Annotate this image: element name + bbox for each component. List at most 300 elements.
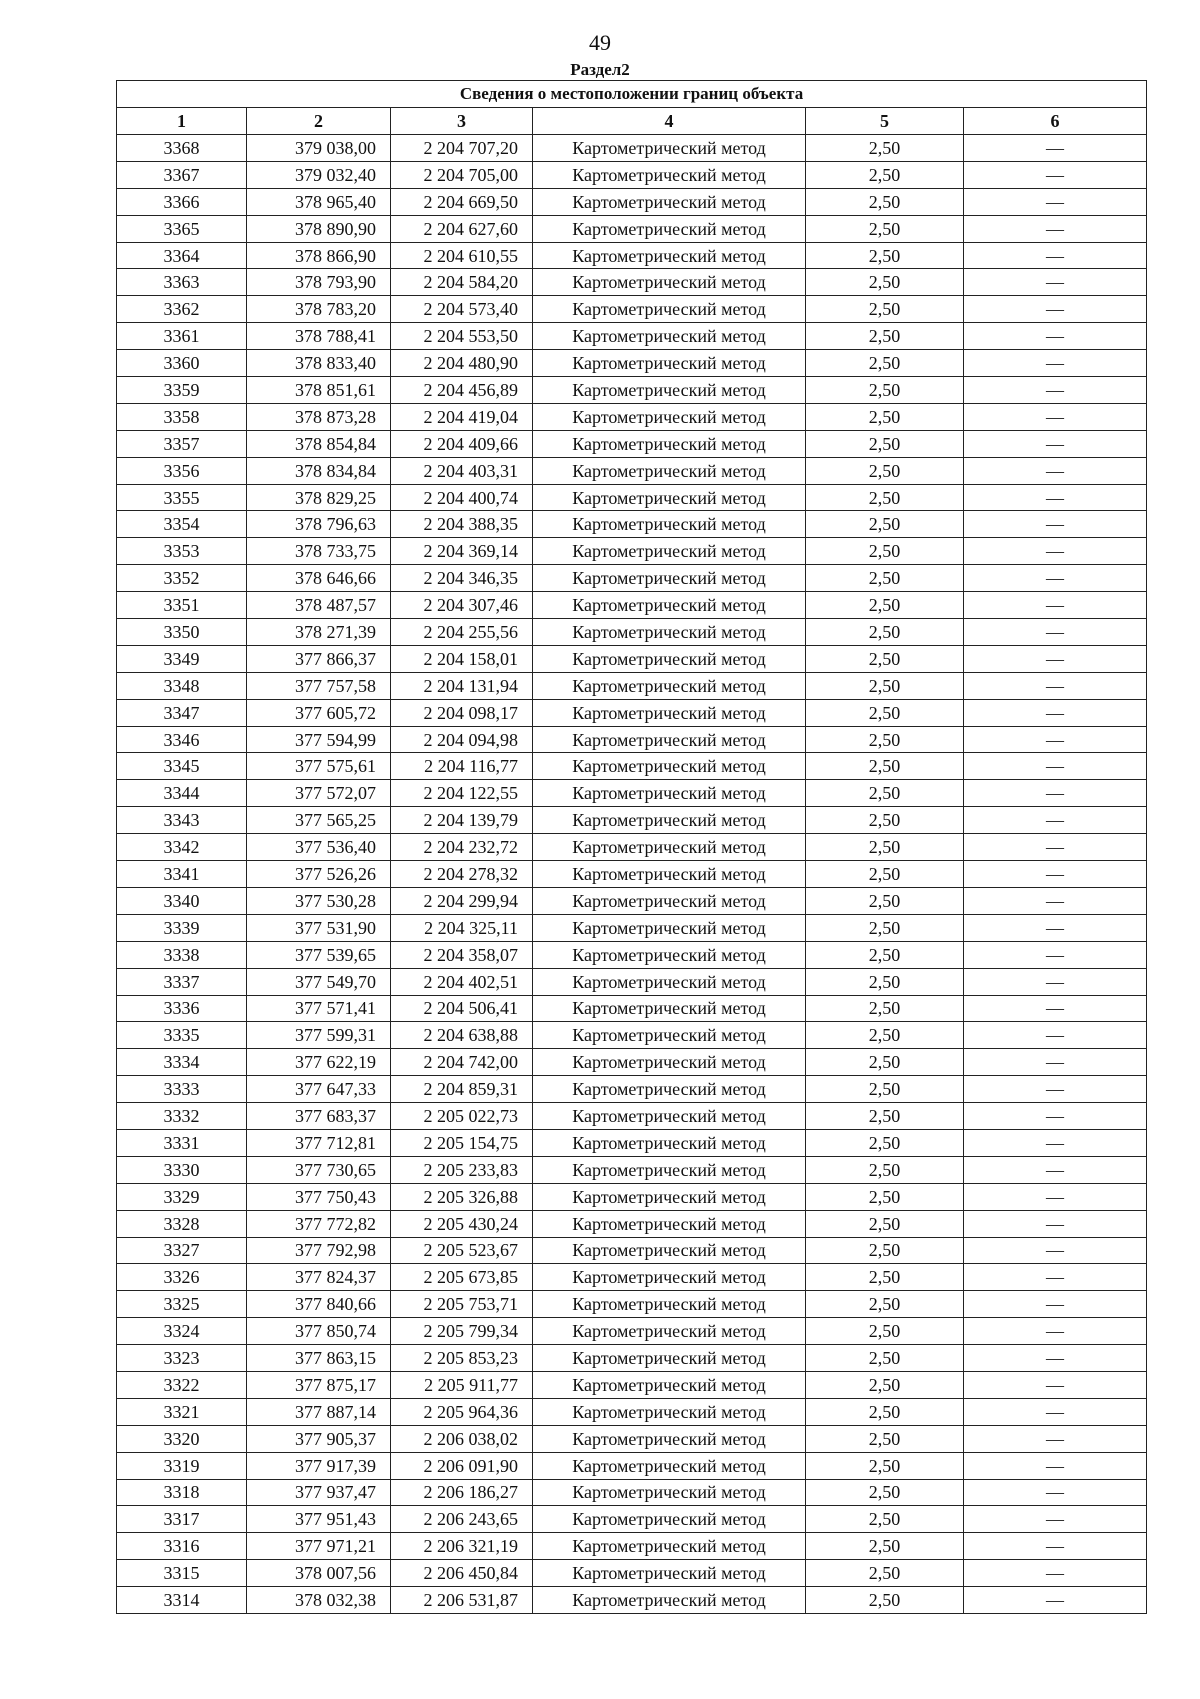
table-row	[117, 968, 1147, 995]
cell-y-coordinate: 2 204 584,20	[391, 269, 533, 296]
cell-y-coordinate: 2 204 705,00	[391, 161, 533, 188]
cell-x-coordinate: 378 851,61	[247, 377, 391, 404]
cell-description: —	[964, 1345, 1147, 1372]
cell-point-number: 3362	[117, 296, 247, 323]
cell-method: Картометрический метод	[533, 645, 806, 672]
table-caption: Сведения о местоположении границ объекта	[117, 81, 1147, 108]
cell-point-number: 3350	[117, 619, 247, 646]
cell-method: Картометрический метод	[533, 1425, 806, 1452]
cell-x-coordinate: 377 572,07	[247, 780, 391, 807]
table-row	[117, 807, 1147, 834]
cell-point-number: 3360	[117, 350, 247, 377]
cell-description: —	[964, 1318, 1147, 1345]
cell-method: Картометрический метод	[533, 269, 806, 296]
cell-y-coordinate: 2 205 853,23	[391, 1345, 533, 1372]
cell-y-coordinate: 2 204 742,00	[391, 1049, 533, 1076]
cell-method: Картометрический метод	[533, 914, 806, 941]
cell-x-coordinate: 377 647,33	[247, 1076, 391, 1103]
cell-method: Картометрический метод	[533, 377, 806, 404]
cell-point-number: 3324	[117, 1318, 247, 1345]
cell-point-number: 3333	[117, 1076, 247, 1103]
cell-point-number: 3354	[117, 511, 247, 538]
cell-point-number: 3338	[117, 941, 247, 968]
cell-x-coordinate: 377 575,61	[247, 753, 391, 780]
cell-description: —	[964, 269, 1147, 296]
cell-x-coordinate: 377 549,70	[247, 968, 391, 995]
cell-point-number: 3320	[117, 1425, 247, 1452]
cell-accuracy: 2,50	[806, 215, 964, 242]
table-row	[117, 403, 1147, 430]
cell-description: —	[964, 1291, 1147, 1318]
cell-x-coordinate: 378 965,40	[247, 188, 391, 215]
cell-point-number: 3365	[117, 215, 247, 242]
cell-method: Картометрический метод	[533, 1237, 806, 1264]
cell-x-coordinate: 377 599,31	[247, 1022, 391, 1049]
cell-accuracy: 2,50	[806, 1452, 964, 1479]
table-row	[117, 1291, 1147, 1318]
cell-method: Картометрический метод	[533, 1103, 806, 1130]
cell-description: —	[964, 538, 1147, 565]
cell-point-number: 3345	[117, 753, 247, 780]
cell-accuracy: 2,50	[806, 242, 964, 269]
cell-y-coordinate: 2 205 753,71	[391, 1291, 533, 1318]
cell-point-number: 3331	[117, 1129, 247, 1156]
table-row	[117, 350, 1147, 377]
table-row	[117, 887, 1147, 914]
cell-description: —	[964, 1452, 1147, 1479]
cell-point-number: 3352	[117, 565, 247, 592]
cell-y-coordinate: 2 204 131,94	[391, 672, 533, 699]
cell-accuracy: 2,50	[806, 1425, 964, 1452]
cell-y-coordinate: 2 205 673,85	[391, 1264, 533, 1291]
cell-method: Картометрический метод	[533, 323, 806, 350]
cell-description: —	[964, 377, 1147, 404]
cell-description: —	[964, 887, 1147, 914]
cell-description: —	[964, 807, 1147, 834]
cell-method: Картометрический метод	[533, 135, 806, 162]
cell-description: —	[964, 457, 1147, 484]
cell-point-number: 3344	[117, 780, 247, 807]
cell-accuracy: 2,50	[806, 726, 964, 753]
table-row	[117, 1371, 1147, 1398]
cell-description: —	[964, 726, 1147, 753]
cell-x-coordinate: 377 772,82	[247, 1210, 391, 1237]
cell-description: —	[964, 968, 1147, 995]
cell-description: —	[964, 242, 1147, 269]
cell-method: Картометрический метод	[533, 1156, 806, 1183]
cell-y-coordinate: 2 206 321,19	[391, 1533, 533, 1560]
cell-point-number: 3355	[117, 484, 247, 511]
cell-x-coordinate: 377 840,66	[247, 1291, 391, 1318]
table-row	[117, 269, 1147, 296]
cell-point-number: 3325	[117, 1291, 247, 1318]
cell-point-number: 3329	[117, 1183, 247, 1210]
cell-method: Картометрический метод	[533, 215, 806, 242]
cell-method: Картометрический метод	[533, 619, 806, 646]
table-row	[117, 430, 1147, 457]
cell-accuracy: 2,50	[806, 780, 964, 807]
cell-method: Картометрический метод	[533, 861, 806, 888]
cell-method: Картометрический метод	[533, 995, 806, 1022]
cell-accuracy: 2,50	[806, 592, 964, 619]
cell-description: —	[964, 1560, 1147, 1587]
cell-x-coordinate: 378 733,75	[247, 538, 391, 565]
cell-description: —	[964, 403, 1147, 430]
column-header-3: 3	[391, 108, 533, 135]
table-row	[117, 1398, 1147, 1425]
cell-description: —	[964, 1506, 1147, 1533]
cell-method: Картометрический метод	[533, 457, 806, 484]
table-row	[117, 592, 1147, 619]
cell-point-number: 3353	[117, 538, 247, 565]
cell-point-number: 3335	[117, 1022, 247, 1049]
cell-x-coordinate: 377 850,74	[247, 1318, 391, 1345]
cell-accuracy: 2,50	[806, 1345, 964, 1372]
table-row	[117, 565, 1147, 592]
cell-accuracy: 2,50	[806, 1129, 964, 1156]
cell-accuracy: 2,50	[806, 619, 964, 646]
cell-point-number: 3323	[117, 1345, 247, 1372]
cell-point-number: 3351	[117, 592, 247, 619]
cell-description: —	[964, 995, 1147, 1022]
cell-y-coordinate: 2 205 911,77	[391, 1371, 533, 1398]
cell-description: —	[964, 780, 1147, 807]
cell-point-number: 3326	[117, 1264, 247, 1291]
page-number: 49	[589, 30, 611, 55]
cell-point-number: 3356	[117, 457, 247, 484]
cell-method: Картометрический метод	[533, 1398, 806, 1425]
table-row	[117, 1210, 1147, 1237]
cell-y-coordinate: 2 206 450,84	[391, 1560, 533, 1587]
cell-method: Картометрический метод	[533, 1210, 806, 1237]
cell-description: —	[964, 592, 1147, 619]
column-header-1: 1	[117, 108, 247, 135]
cell-description: —	[964, 1479, 1147, 1506]
cell-description: —	[964, 323, 1147, 350]
cell-accuracy: 2,50	[806, 1237, 964, 1264]
cell-accuracy: 2,50	[806, 861, 964, 888]
cell-x-coordinate: 378 487,57	[247, 592, 391, 619]
table-row	[117, 645, 1147, 672]
cell-description: —	[964, 672, 1147, 699]
cell-accuracy: 2,50	[806, 1103, 964, 1130]
cell-accuracy: 2,50	[806, 430, 964, 457]
table-row	[117, 1237, 1147, 1264]
cell-y-coordinate: 2 204 346,35	[391, 565, 533, 592]
cell-method: Картометрический метод	[533, 1291, 806, 1318]
cell-y-coordinate: 2 204 456,89	[391, 377, 533, 404]
cell-method: Картометрический метод	[533, 968, 806, 995]
cell-y-coordinate: 2 204 278,32	[391, 861, 533, 888]
table-row	[117, 484, 1147, 511]
cell-point-number: 3358	[117, 403, 247, 430]
cell-point-number: 3368	[117, 135, 247, 162]
cell-method: Картометрический метод	[533, 1129, 806, 1156]
cell-y-coordinate: 2 204 638,88	[391, 1022, 533, 1049]
cell-point-number: 3346	[117, 726, 247, 753]
cell-accuracy: 2,50	[806, 1587, 964, 1614]
cell-accuracy: 2,50	[806, 1506, 964, 1533]
section-title: Раздел2	[570, 60, 630, 79]
table-row	[117, 834, 1147, 861]
table-row	[117, 188, 1147, 215]
cell-y-coordinate: 2 204 506,41	[391, 995, 533, 1022]
cell-x-coordinate: 377 536,40	[247, 834, 391, 861]
cell-point-number: 3318	[117, 1479, 247, 1506]
coordinates-table	[116, 80, 1147, 1614]
cell-point-number: 3315	[117, 1560, 247, 1587]
cell-x-coordinate: 377 971,21	[247, 1533, 391, 1560]
cell-x-coordinate: 377 863,15	[247, 1345, 391, 1372]
cell-point-number: 3339	[117, 914, 247, 941]
table-row	[117, 726, 1147, 753]
cell-y-coordinate: 2 205 022,73	[391, 1103, 533, 1130]
cell-x-coordinate: 377 683,37	[247, 1103, 391, 1130]
cell-accuracy: 2,50	[806, 377, 964, 404]
table-row	[117, 1533, 1147, 1560]
cell-method: Картометрический метод	[533, 188, 806, 215]
cell-description: —	[964, 484, 1147, 511]
cell-method: Картометрический метод	[533, 887, 806, 914]
cell-description: —	[964, 215, 1147, 242]
cell-y-coordinate: 2 204 480,90	[391, 350, 533, 377]
cell-method: Картометрический метод	[533, 807, 806, 834]
table-row	[117, 780, 1147, 807]
cell-method: Картометрический метод	[533, 726, 806, 753]
cell-method: Картометрический метод	[533, 1587, 806, 1614]
cell-x-coordinate: 377 594,99	[247, 726, 391, 753]
cell-description: —	[964, 1237, 1147, 1264]
cell-y-coordinate: 2 204 388,35	[391, 511, 533, 538]
table-row	[117, 1587, 1147, 1614]
cell-method: Картометрический метод	[533, 780, 806, 807]
cell-description: —	[964, 135, 1147, 162]
cell-y-coordinate: 2 206 186,27	[391, 1479, 533, 1506]
cell-description: —	[964, 350, 1147, 377]
cell-method: Картометрический метод	[533, 941, 806, 968]
cell-description: —	[964, 941, 1147, 968]
cell-point-number: 3314	[117, 1587, 247, 1614]
table-row	[117, 1345, 1147, 1372]
cell-x-coordinate: 378 854,84	[247, 430, 391, 457]
cell-x-coordinate: 377 530,28	[247, 887, 391, 914]
cell-method: Картометрический метод	[533, 430, 806, 457]
cell-description: —	[964, 1210, 1147, 1237]
cell-x-coordinate: 377 571,41	[247, 995, 391, 1022]
cell-method: Картометрический метод	[533, 1452, 806, 1479]
cell-y-coordinate: 2 204 627,60	[391, 215, 533, 242]
cell-accuracy: 2,50	[806, 1291, 964, 1318]
column-header-2: 2	[247, 108, 391, 135]
cell-point-number: 3316	[117, 1533, 247, 1560]
cell-accuracy: 2,50	[806, 135, 964, 162]
cell-point-number: 3330	[117, 1156, 247, 1183]
table-header-row	[117, 108, 1147, 135]
table-row	[117, 1264, 1147, 1291]
cell-y-coordinate: 2 204 573,40	[391, 296, 533, 323]
cell-point-number: 3334	[117, 1049, 247, 1076]
cell-y-coordinate: 2 204 307,46	[391, 592, 533, 619]
cell-description: —	[964, 1156, 1147, 1183]
table-row	[117, 672, 1147, 699]
cell-accuracy: 2,50	[806, 511, 964, 538]
cell-accuracy: 2,50	[806, 1264, 964, 1291]
cell-x-coordinate: 379 032,40	[247, 161, 391, 188]
cell-accuracy: 2,50	[806, 296, 964, 323]
cell-method: Картометрический метод	[533, 1183, 806, 1210]
table-row	[117, 135, 1147, 162]
cell-description: —	[964, 1103, 1147, 1130]
cell-method: Картометрический метод	[533, 484, 806, 511]
cell-method: Картометрический метод	[533, 1560, 806, 1587]
cell-description: —	[964, 834, 1147, 861]
cell-y-coordinate: 2 204 707,20	[391, 135, 533, 162]
cell-accuracy: 2,50	[806, 188, 964, 215]
cell-method: Картометрический метод	[533, 1076, 806, 1103]
cell-x-coordinate: 377 887,14	[247, 1398, 391, 1425]
cell-x-coordinate: 377 531,90	[247, 914, 391, 941]
cell-y-coordinate: 2 205 523,67	[391, 1237, 533, 1264]
cell-accuracy: 2,50	[806, 753, 964, 780]
cell-point-number: 3343	[117, 807, 247, 834]
cell-description: —	[964, 296, 1147, 323]
cell-point-number: 3336	[117, 995, 247, 1022]
cell-y-coordinate: 2 206 243,65	[391, 1506, 533, 1533]
table-row	[117, 1022, 1147, 1049]
cell-y-coordinate: 2 206 091,90	[391, 1452, 533, 1479]
cell-description: —	[964, 1425, 1147, 1452]
table-row	[117, 619, 1147, 646]
table-row	[117, 699, 1147, 726]
cell-description: —	[964, 1587, 1147, 1614]
cell-description: —	[964, 511, 1147, 538]
cell-x-coordinate: 377 750,43	[247, 1183, 391, 1210]
cell-description: —	[964, 753, 1147, 780]
cell-x-coordinate: 377 951,43	[247, 1506, 391, 1533]
cell-point-number: 3357	[117, 430, 247, 457]
cell-x-coordinate: 377 866,37	[247, 645, 391, 672]
cell-method: Картометрический метод	[533, 672, 806, 699]
cell-method: Картометрический метод	[533, 1345, 806, 1372]
cell-accuracy: 2,50	[806, 565, 964, 592]
cell-accuracy: 2,50	[806, 995, 964, 1022]
table-row	[117, 1076, 1147, 1103]
cell-y-coordinate: 2 204 094,98	[391, 726, 533, 753]
cell-accuracy: 2,50	[806, 887, 964, 914]
table-row	[117, 457, 1147, 484]
cell-x-coordinate: 377 875,17	[247, 1371, 391, 1398]
table-row	[117, 861, 1147, 888]
table-row	[117, 1049, 1147, 1076]
cell-accuracy: 2,50	[806, 1076, 964, 1103]
cell-y-coordinate: 2 204 232,72	[391, 834, 533, 861]
column-header-6: 6	[964, 108, 1147, 135]
cell-accuracy: 2,50	[806, 1022, 964, 1049]
cell-x-coordinate: 378 271,39	[247, 619, 391, 646]
cell-method: Картометрический метод	[533, 753, 806, 780]
cell-y-coordinate: 2 205 964,36	[391, 1398, 533, 1425]
table-row	[117, 215, 1147, 242]
cell-y-coordinate: 2 204 139,79	[391, 807, 533, 834]
cell-x-coordinate: 378 793,90	[247, 269, 391, 296]
cell-method: Картометрический метод	[533, 1506, 806, 1533]
cell-x-coordinate: 377 917,39	[247, 1452, 391, 1479]
cell-point-number: 3366	[117, 188, 247, 215]
cell-x-coordinate: 377 712,81	[247, 1129, 391, 1156]
cell-y-coordinate: 2 205 233,83	[391, 1156, 533, 1183]
cell-accuracy: 2,50	[806, 1156, 964, 1183]
cell-description: —	[964, 619, 1147, 646]
table-row	[117, 1318, 1147, 1345]
cell-point-number: 3359	[117, 377, 247, 404]
cell-method: Картометрический метод	[533, 1049, 806, 1076]
cell-accuracy: 2,50	[806, 538, 964, 565]
cell-y-coordinate: 2 204 358,07	[391, 941, 533, 968]
cell-description: —	[964, 1129, 1147, 1156]
cell-description: —	[964, 1049, 1147, 1076]
cell-accuracy: 2,50	[806, 1398, 964, 1425]
cell-x-coordinate: 378 646,66	[247, 565, 391, 592]
cell-accuracy: 2,50	[806, 457, 964, 484]
cell-method: Картометрический метод	[533, 592, 806, 619]
cell-point-number: 3364	[117, 242, 247, 269]
cell-accuracy: 2,50	[806, 350, 964, 377]
cell-method: Картометрический метод	[533, 1479, 806, 1506]
cell-accuracy: 2,50	[806, 1049, 964, 1076]
cell-point-number: 3341	[117, 861, 247, 888]
cell-method: Картометрический метод	[533, 1533, 806, 1560]
cell-point-number: 3332	[117, 1103, 247, 1130]
cell-accuracy: 2,50	[806, 1533, 964, 1560]
cell-y-coordinate: 2 205 326,88	[391, 1183, 533, 1210]
cell-y-coordinate: 2 204 158,01	[391, 645, 533, 672]
cell-y-coordinate: 2 204 255,56	[391, 619, 533, 646]
cell-y-coordinate: 2 206 531,87	[391, 1587, 533, 1614]
cell-x-coordinate: 377 792,98	[247, 1237, 391, 1264]
cell-y-coordinate: 2 204 122,55	[391, 780, 533, 807]
cell-point-number: 3348	[117, 672, 247, 699]
cell-x-coordinate: 378 007,56	[247, 1560, 391, 1587]
cell-method: Картометрический метод	[533, 699, 806, 726]
table-body	[117, 135, 1147, 1614]
cell-point-number: 3349	[117, 645, 247, 672]
cell-method: Картометрический метод	[533, 511, 806, 538]
cell-description: —	[964, 1022, 1147, 1049]
cell-x-coordinate: 377 824,37	[247, 1264, 391, 1291]
cell-x-coordinate: 378 866,90	[247, 242, 391, 269]
cell-description: —	[964, 1398, 1147, 1425]
cell-x-coordinate: 378 834,84	[247, 457, 391, 484]
table-row	[117, 1425, 1147, 1452]
cell-x-coordinate: 377 937,47	[247, 1479, 391, 1506]
cell-y-coordinate: 2 204 409,66	[391, 430, 533, 457]
cell-method: Картометрический метод	[533, 161, 806, 188]
table-row	[117, 1560, 1147, 1587]
cell-x-coordinate: 378 873,28	[247, 403, 391, 430]
cell-y-coordinate: 2 204 400,74	[391, 484, 533, 511]
cell-point-number: 3328	[117, 1210, 247, 1237]
cell-y-coordinate: 2 204 610,55	[391, 242, 533, 269]
cell-accuracy: 2,50	[806, 1210, 964, 1237]
cell-description: —	[964, 861, 1147, 888]
cell-accuracy: 2,50	[806, 941, 964, 968]
cell-method: Картометрический метод	[533, 296, 806, 323]
table-row	[117, 1156, 1147, 1183]
cell-y-coordinate: 2 206 038,02	[391, 1425, 533, 1452]
table-row	[117, 1479, 1147, 1506]
cell-accuracy: 2,50	[806, 672, 964, 699]
cell-x-coordinate: 377 539,65	[247, 941, 391, 968]
